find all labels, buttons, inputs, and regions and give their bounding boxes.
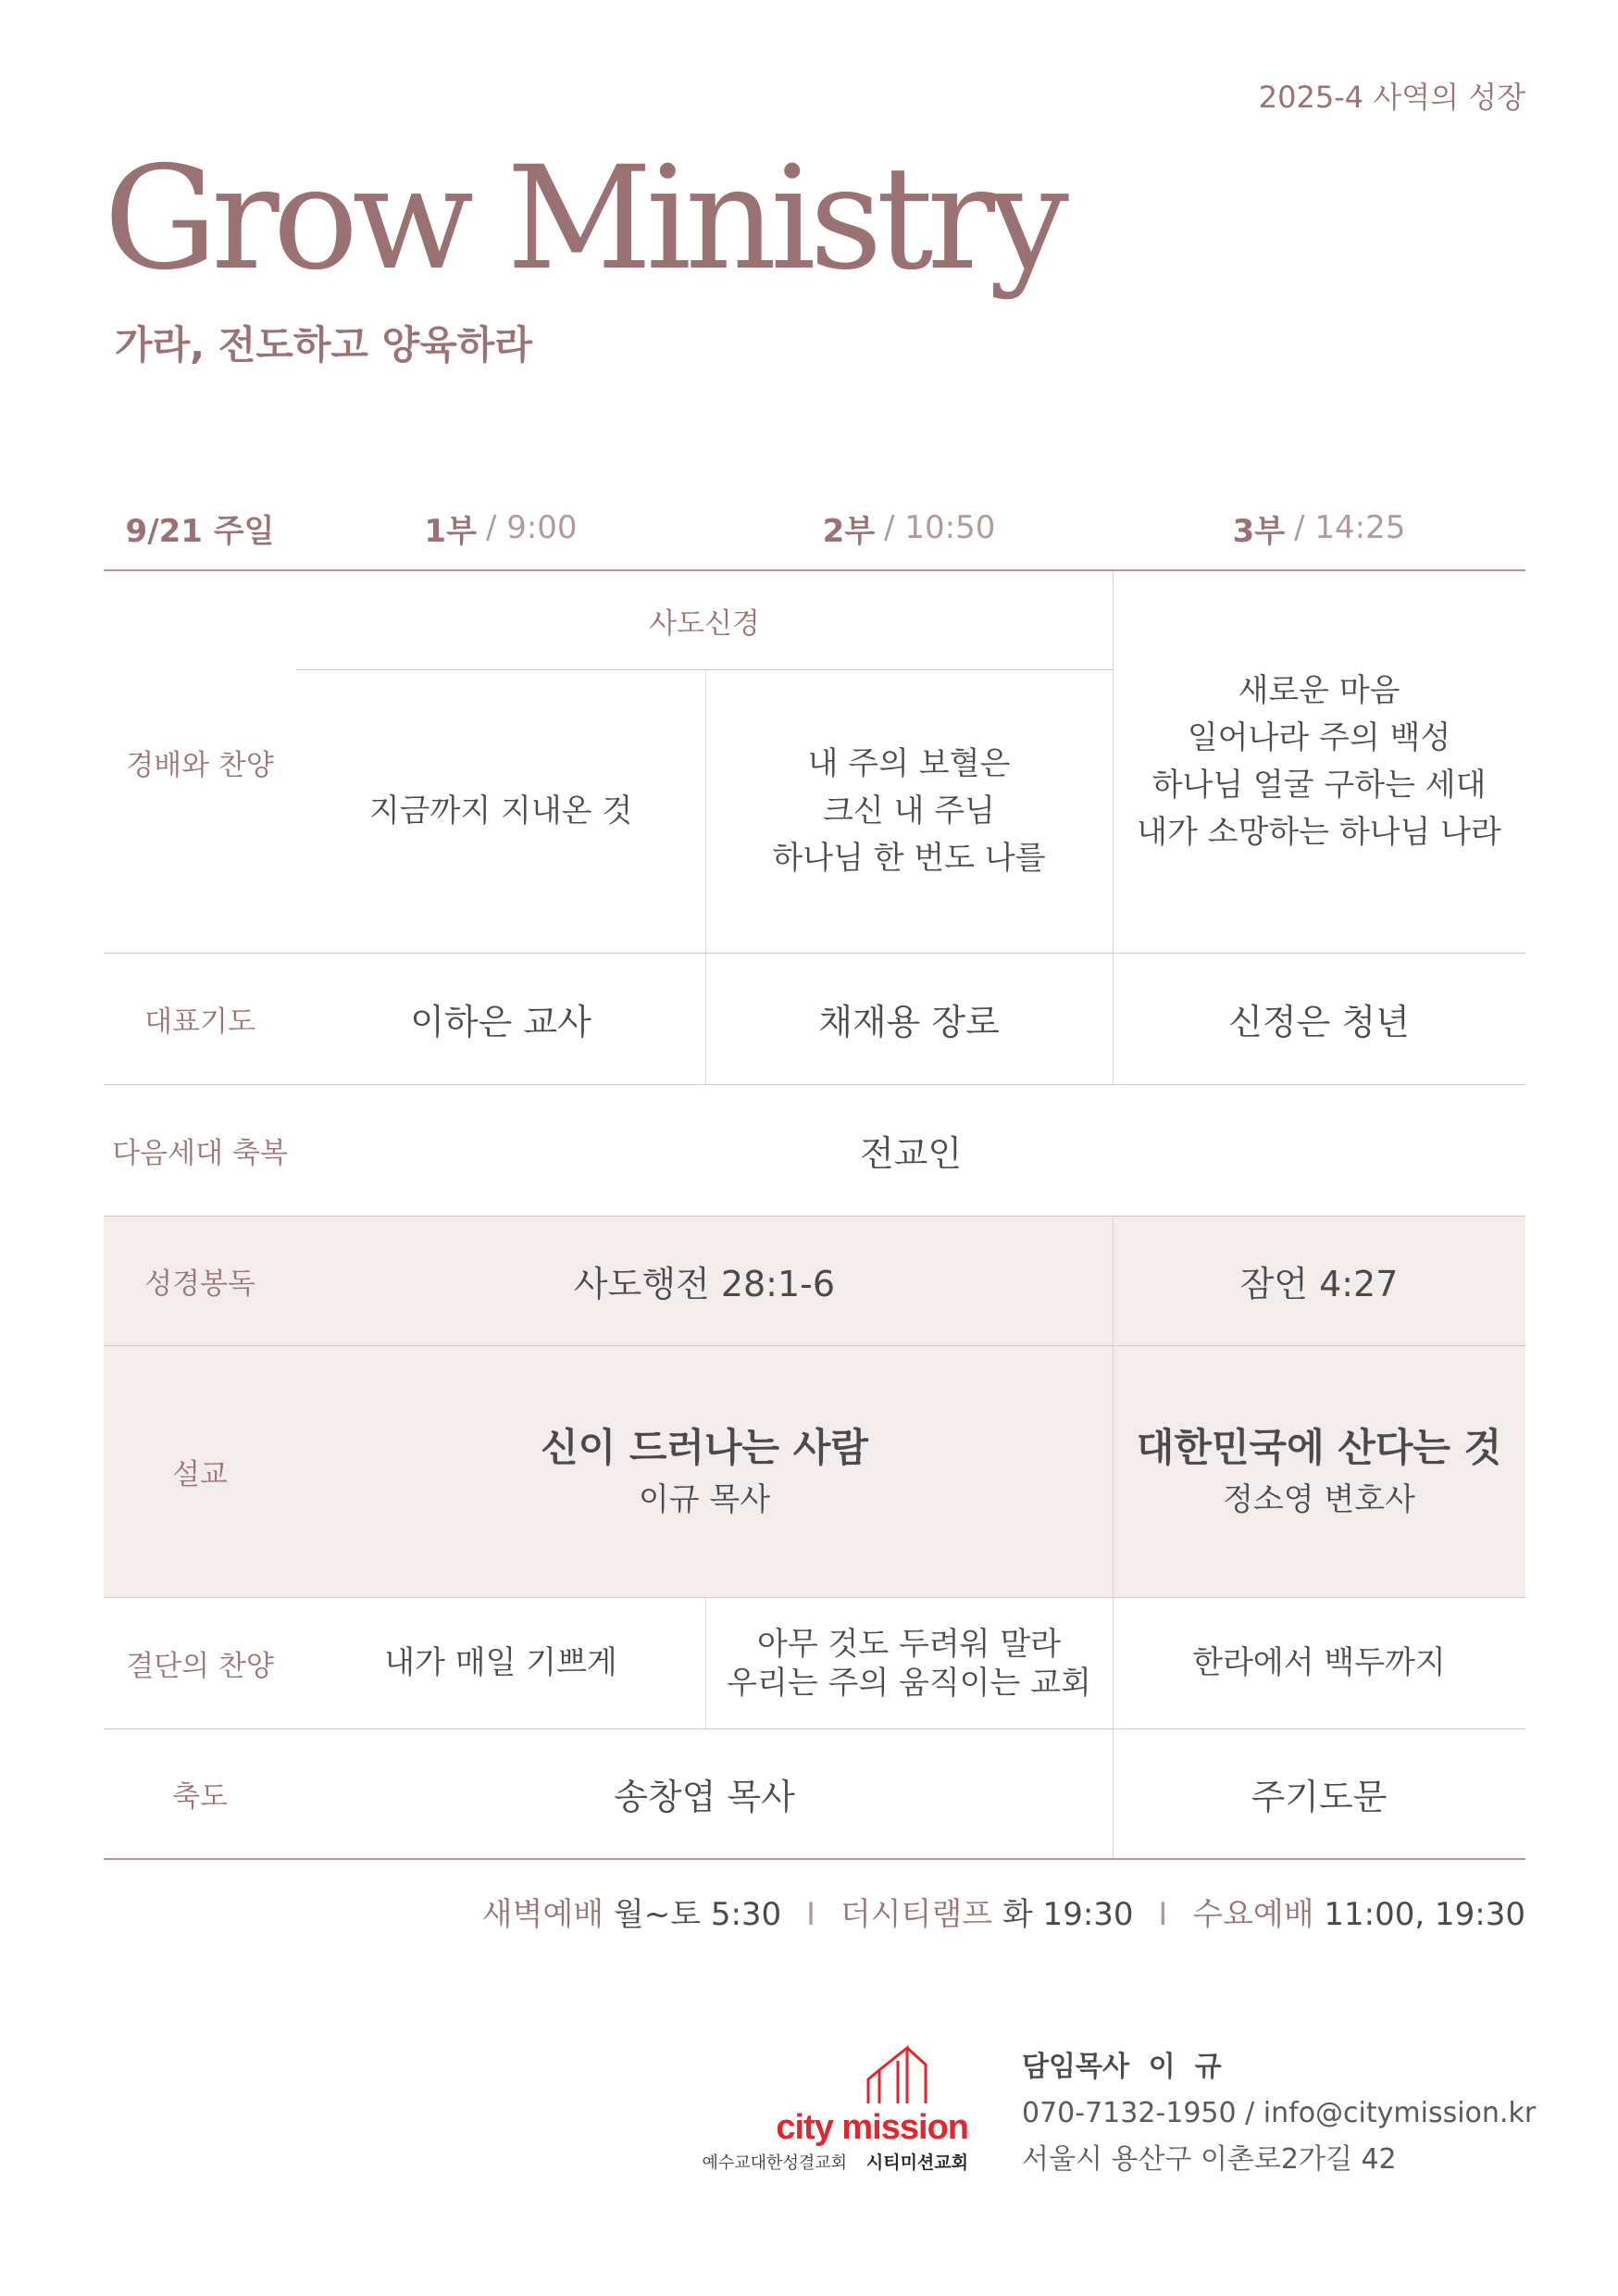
dawn-label: 새벽예배 (481, 1896, 604, 1933)
service-2-name: 2부 (822, 512, 876, 550)
creed-label: 사도신경 (649, 606, 760, 641)
wed-label: 수요예배 (1192, 1896, 1314, 1933)
service-date: 9/21 주일 (125, 512, 275, 550)
service-1-header (296, 505, 705, 551)
song-line: 하나님 얼굴 구하는 세대 (1151, 767, 1487, 804)
blessing-label: 다음세대 축복 (112, 1137, 288, 1170)
senior-pastor: 담임목사 이 규 (1022, 2051, 1222, 2083)
page-title: Grow Ministry (104, 136, 1064, 302)
camp-time: 화 19:30 (1002, 1896, 1134, 1933)
song-line: 내가 소망하는 하나님 나라 (1137, 814, 1501, 851)
schedule-separator: I (1158, 1896, 1168, 1933)
benediction-s12: 송창엽 목사 (614, 1777, 795, 1817)
song-line: 하나님 한 번도 나를 (772, 840, 1046, 877)
prayer-s2: 채재용 장로 (818, 1002, 1000, 1042)
worship-s3 (1113, 571, 1525, 953)
logo-denomination: 예수교대한성결교회 (702, 2153, 847, 2173)
worship-s2 (705, 670, 1113, 953)
response-s1: 내가 매일 기쁘게 (384, 1644, 617, 1681)
response-s2 (705, 1598, 1113, 1728)
service-1-time: / 9:00 (485, 509, 578, 546)
reading-s12: 사도행전 28:1-6 (573, 1264, 836, 1304)
worship-label: 경배와 찬양 (126, 748, 274, 782)
sermon-s12 (296, 1346, 1113, 1597)
city-mission-logo (659, 2037, 970, 2176)
contact-block (1022, 2044, 1536, 2183)
worship-s1: 지금까지 지내온 것 (368, 792, 633, 830)
benediction-s3: 주기도문 (1251, 1777, 1388, 1817)
prayer-s3: 신정은 청년 (1228, 1002, 1410, 1042)
response-label: 결단의 찬양 (126, 1650, 274, 1683)
song-line: 새로운 마음 (1238, 672, 1400, 709)
sermon-title: 신이 드러나는 사람 (541, 1424, 868, 1470)
song-line: 크신 내 주님 (823, 792, 995, 830)
prayer-label: 대표기도 (144, 1005, 255, 1039)
weekly-schedule (482, 1889, 1525, 1934)
sermon-speaker: 이규 목사 (638, 1480, 771, 1518)
benediction-label: 축도 (172, 1780, 228, 1814)
sermon-label: 설교 (172, 1458, 228, 1491)
address: 서울시 용산구 이촌로2가길 42 (1022, 2143, 1397, 2176)
sermon-speaker: 정소영 변호사 (1223, 1480, 1415, 1518)
sermon-s3 (1113, 1346, 1525, 1597)
song-line: 아무 것도 두려워 말라 (756, 1625, 1062, 1663)
issue-label: 2025-4 사역의 성장 (1258, 80, 1525, 115)
reading-label: 성경봉독 (144, 1267, 255, 1301)
table-bottom-rule (104, 1858, 1525, 1860)
service-2-time: / 10:50 (884, 509, 996, 546)
page-subtitle: 가라, 전도하고 양육하라 (115, 322, 532, 368)
service-1-name: 1부 (424, 512, 477, 550)
service-2-header (705, 505, 1113, 551)
camp-label: 더시티램프 (840, 1896, 993, 1933)
blessing-all: 전교인 (859, 1133, 963, 1174)
song-line: 내 주의 보혈은 (807, 745, 1011, 782)
song-line: 우리는 주의 움직이는 교회 (727, 1664, 1091, 1702)
schedule-separator: I (806, 1896, 816, 1933)
dawn-time: 월~토 5:30 (613, 1896, 782, 1933)
sermon-title: 대한민국에 산다는 것 (1136, 1424, 1502, 1470)
reading-s3: 잠언 4:27 (1239, 1264, 1399, 1304)
logo-wordmark: city mission (776, 2108, 968, 2147)
wed-time: 11:00, 19:30 (1324, 1896, 1525, 1933)
response-s3: 한라에서 백두까지 (1192, 1644, 1446, 1681)
song-line: 일어나라 주의 백성 (1187, 719, 1451, 756)
prayer-s1: 이하은 교사 (410, 1002, 591, 1042)
service-3-name: 3부 (1232, 512, 1286, 550)
service-3-time: / 14:25 (1294, 509, 1406, 546)
service-3-header (1113, 505, 1525, 551)
building-outline-icon (659, 2037, 970, 2176)
phone-email: 070-7132-1950 / info@citymission.kr (1022, 2097, 1537, 2129)
logo-church-name: 시티미션교회 (865, 2152, 968, 2173)
